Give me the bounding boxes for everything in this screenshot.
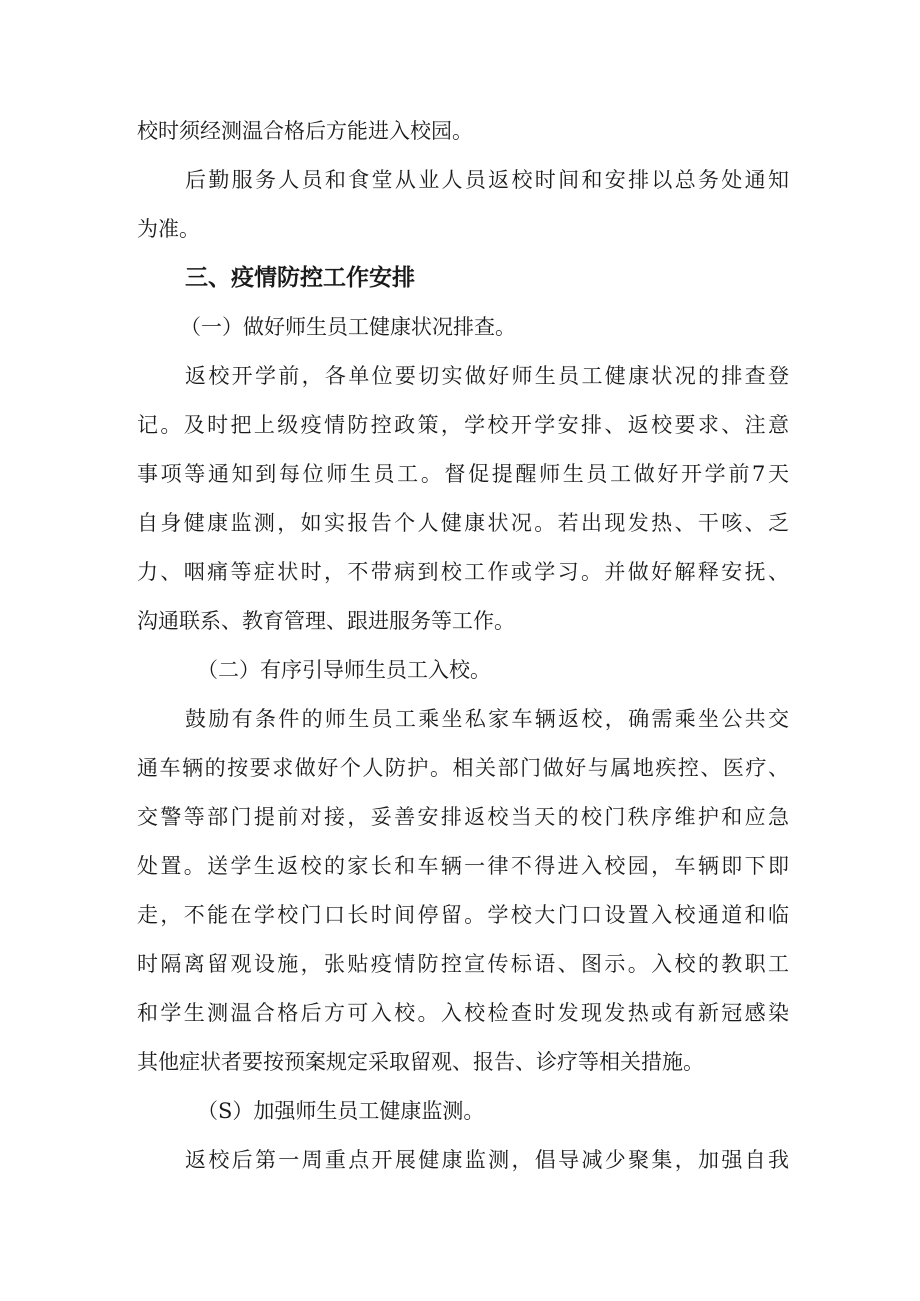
paragraph-line: 处置。送学生返校的家长和车辆一律不得进入校园，车辆即下即 — [137, 854, 789, 878]
subsection-heading: （二）有序引导师生员工入校。 — [197, 658, 491, 682]
paragraph-line: 事项等通知到每位师生员工。督促提醒师生员工做好开学前7天 — [137, 462, 789, 486]
paragraph-line: 和学生测温合格后方可入校。入校检查时发现发热或有新冠感染 — [137, 1001, 789, 1025]
paragraph-line: 为准。 — [137, 217, 200, 241]
paragraph-line: 返校开学前，各单位要切实做好师生员工健康状况的排查登 — [185, 364, 789, 388]
paragraph-line: 校时须经测温合格后方能进入校园。 — [137, 119, 473, 143]
paragraph-line: 走，不能在学校门口长时间停留。学校大门口设置入校通道和临 — [137, 903, 789, 927]
paragraph-line: 时隔离留观设施，张贴疫情防控宣传标语、图示。入校的教职工 — [137, 952, 789, 976]
subsection-heading: （一）做好师生员工健康状况排查。 — [180, 315, 516, 339]
paragraph-line: 力、咽痛等症状时，不带病到校工作或学习。并做好解释安抚、 — [137, 560, 789, 584]
subsection-heading: （S）加强师生员工健康监测。 — [197, 1099, 485, 1123]
paragraph-line: 自身健康监测，如实报告个人健康状况。若出现发热、干咳、乏 — [137, 511, 789, 535]
paragraph-line: 记。及时把上级疫情防控政策，学校开学安排、返校要求、注意 — [137, 413, 789, 437]
paragraph-line: 后勤服务人员和食堂从业人员返校时间和安排以总务处通知 — [185, 168, 789, 192]
paragraph-line: 沟通联系、教育管理、跟进服务等工作。 — [137, 609, 515, 633]
paragraph-line: 鼓励有条件的师生员工乘坐私家车辆返校，确需乘坐公共交 — [185, 707, 789, 731]
paragraph-line: 其他症状者要按预案规定采取留观、报告、诊疗等相关措施。 — [137, 1050, 704, 1074]
paragraph-line: 返校后第一周重点开展健康监测，倡导减少聚集，加强自我 — [185, 1148, 789, 1172]
section-heading: 三、疫情防控工作安排 — [185, 265, 415, 291]
paragraph-line: 通车辆的按要求做好个人防护。相关部门做好与属地疾控、医疗、 — [137, 756, 789, 780]
paragraph-line: 交警等部门提前对接，妥善安排返校当天的校门秩序维护和应急 — [137, 805, 789, 829]
